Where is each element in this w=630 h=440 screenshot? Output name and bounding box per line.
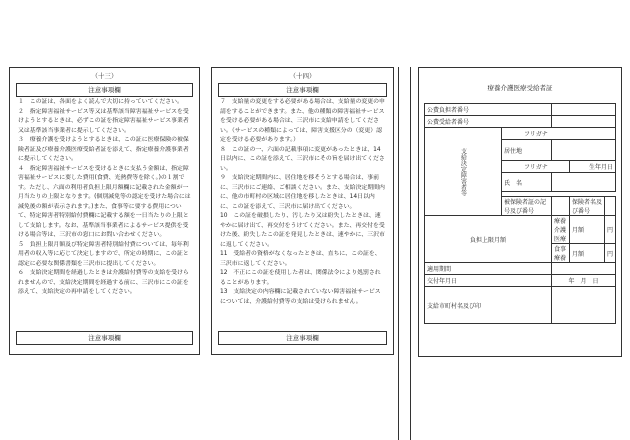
- period-label: 適用期間: [425, 263, 552, 275]
- notice-item: 13 支給決定の内容欄に記載されていない障害福祉サービスについては、介護給付費等の支給は受けられません。: [220, 289, 381, 305]
- notice-item: ９ 支給決定期間内に、居住地を移そうとする場合は、事前に、三沢市にご連絡、ご相談ください。また、支給決定期間内に、他の市町村の区域に居住地を移したときは、14日以内に、この証を添えて、三沢市に届け出てください。: [220, 175, 385, 210]
- notice-body: [220, 98, 385, 307]
- notice-footer-heading: 注意事項欄: [218, 331, 387, 345]
- certificate-panel: [418, 67, 622, 357]
- medical-care-label: 療養介護医療: [552, 216, 570, 244]
- notice-item: 12 不正にこの証を使用した者は、関係法令により処罰されることがあります。: [220, 270, 381, 286]
- fold-line: [410, 67, 411, 440]
- notice-item: 11 受給者の資格がなくなったときは、直ちに、この証を、三沢市に返してください。: [220, 251, 381, 267]
- yen-label: 円: [604, 244, 615, 263]
- notice-body: [18, 98, 191, 298]
- notice-item: ８ この証の一、六面の記載事項に変更があったときは、14日以内に、この証を添えて、三沢市にその旨を届け出てください。: [220, 146, 385, 172]
- page-number: （十三）: [91, 72, 118, 80]
- monthly-label: 月額: [569, 244, 604, 263]
- notice-item: 10 この証を破損したり、汚したり又は紛失したときは、速やかに届け出て、再交付をうけてください。また、再交付を受けた後、紛失したこの証を発見したときは、速やかに、三沢市に返してください。: [220, 213, 385, 248]
- certificate-title: 療養介護医療受給者証: [487, 84, 553, 92]
- limit-label: 負担上限月額: [425, 216, 552, 263]
- payer-number-label: 公費負担者番号: [425, 104, 552, 116]
- municipality-label: 支給市町村名及び印: [425, 287, 552, 324]
- meal-label: 食事療養: [552, 244, 570, 263]
- recipient-number-label: 公費受給者番号: [425, 116, 552, 128]
- furigana-label: フリガナ: [502, 128, 616, 140]
- page-number: （十四）: [289, 72, 316, 80]
- monthly-label: 月額: [569, 216, 604, 244]
- notice-item: ３ 療養介護を受けようとするときは、この証に医療保険の被保険者証及び療養介護医療受給者証を添えて、指定療養介護事業者に提示してください。: [18, 137, 189, 162]
- notice-item: ７ 支給量の変更をする必要がある場合は、支給量の変更の申請をすることができます。また、他の種類の障害福祉サービスを受ける必要がある場合は、三沢市に支給申請をしてください。（サービスの種類によっては、障害支援区分の（変更）認定を受ける必要があります。）: [220, 99, 385, 143]
- insurer-label: 保険者名及び番号: [569, 197, 604, 216]
- notice-footer-heading: 注意事項欄: [16, 331, 193, 345]
- panel-thirteen: [9, 67, 200, 355]
- notice-item: ４ 指定障害福祉サービスを受けるときに支払う金額は、指定障害福祉サービスに要した費用(食費、光熱費等を除く。)の１割です。ただし、六面の利用者負担上限月額欄に記載された金額が一月当たりの上限となります。(個別減免等の認定を受けた場合には減免後の額が表示されます。)また、食事等に要する費用について、特定障害者特別給付費欄に記載する額を一日当たりの上限として支給します。なお、基準該当事業者によるサービス提供を受ける場合等は、三沢市の窓口にお問い合わせください。: [18, 165, 191, 238]
- notice-item: ２ 指定障害福祉サービス等又は基準該当障害福祉サービスを受けようとするときは、必ずこの証を指定障害福祉サービス事業者又は基準該当事業者に提示してください。: [18, 108, 189, 134]
- fold-line: [398, 67, 399, 440]
- notice-item: ６ 支給決定期間を経過したときは介護給付費等の支給を受けられませんので、支給決定期間を経過する前に、三沢市にこの証を添えて、支給決定の再申請をしてください。: [18, 270, 189, 295]
- recipient-side-label: 支給決定障害者等: [425, 128, 502, 216]
- address-label: 居住地: [502, 140, 552, 161]
- birthdate-label: 生年月日: [569, 161, 615, 173]
- notice-heading: 注意事項欄: [16, 83, 193, 97]
- furigana-label: フリガナ: [502, 161, 570, 173]
- certificate-table: [424, 103, 616, 324]
- panel-fourteen: [211, 67, 394, 355]
- issue-date-label: 交付年月日: [425, 275, 552, 287]
- notice-item: ５ 負担上限月額及び特定障害者特別給付費については、毎年利用者の収入等に応じて決定しますので、所定の時期に、この証と認定に必要な関係書類を三沢市に提出してください。: [18, 241, 189, 267]
- issue-date-value: 年 月 日: [552, 275, 616, 287]
- notice-item: １ この証は、各面をよく読んで大切に持っていてください。: [18, 99, 183, 105]
- insured-symbol-label: 被保険者証の記号及び番号: [502, 197, 552, 216]
- yen-label: 円: [604, 216, 615, 244]
- notice-heading: 注意事項欄: [218, 83, 387, 97]
- name-label: 氏 名: [502, 173, 552, 192]
